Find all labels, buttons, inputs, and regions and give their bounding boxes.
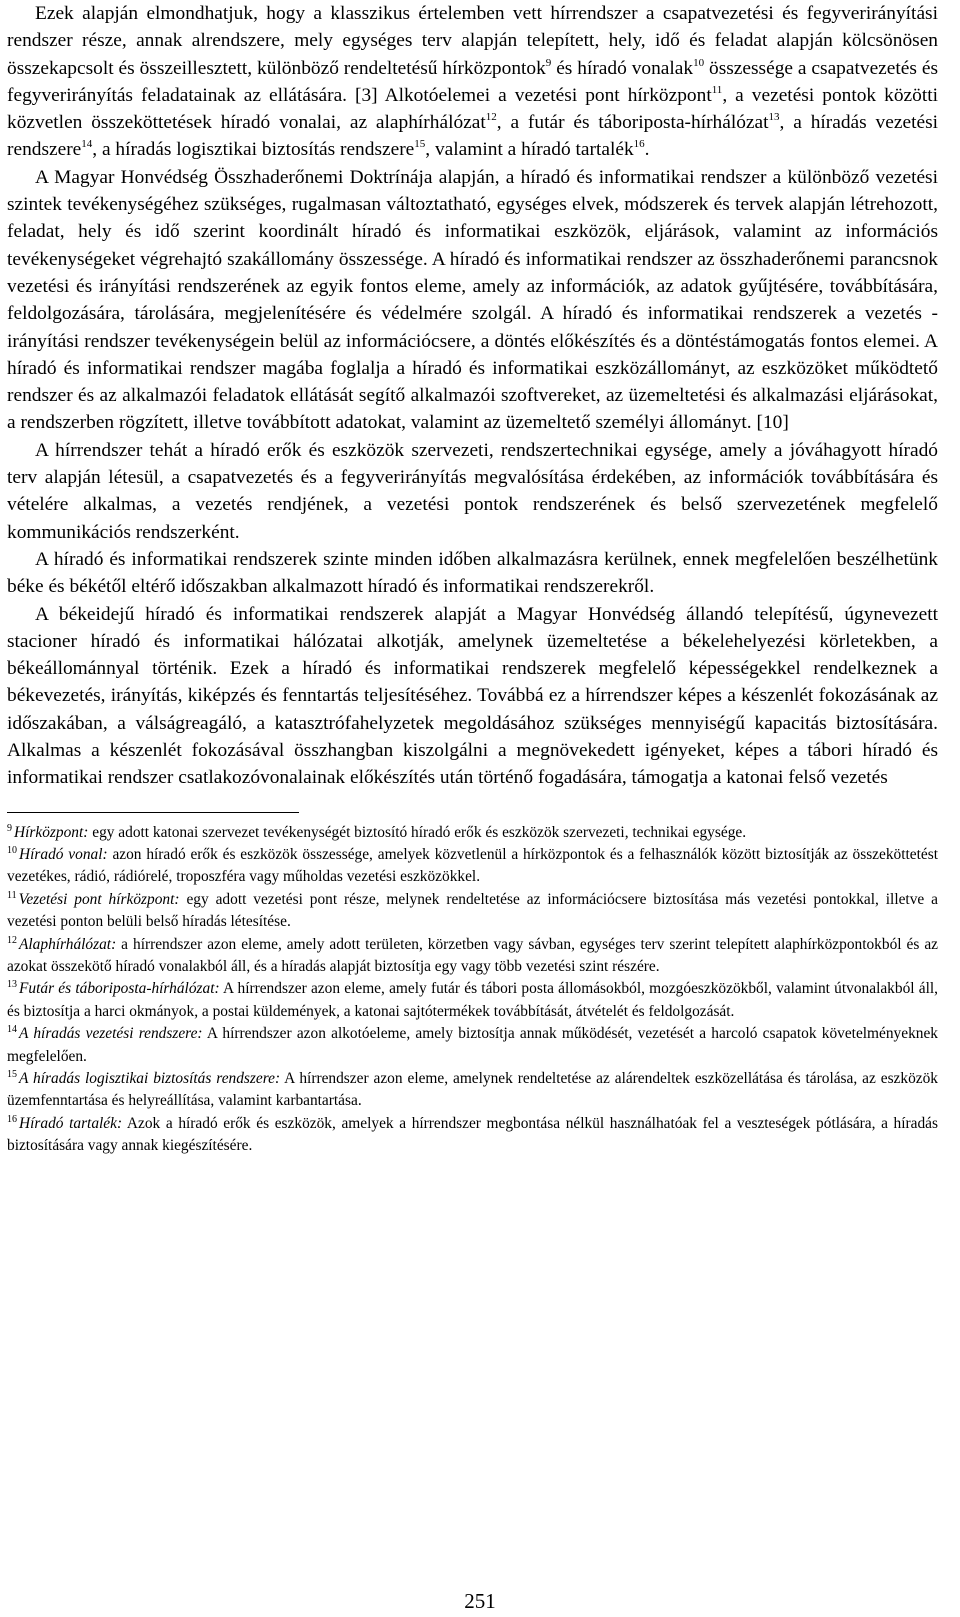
footnote-number: 12 — [7, 934, 17, 946]
paragraph-text: Ezek alapján elmondhatjuk, hogy a klasszikus értelemben vett hírrendszer a csapatvezetési és fegyverirányítási rendszer része, annak alrendszere, mely egységes terv alapján telepített, hely, idő és feladat alapján kölcsönösen összekapcsolt és összeillesztett, különböző rendeltetésű hírközpontok — [7, 3, 938, 79]
footnote-number: 15 — [7, 1069, 17, 1081]
paragraph-text: A híradó és informatikai rendszerek szinte minden időben alkalmazásra kerülnek, ennek megfelelően beszélhetünk béke és békétől eltérő időszakban alkalmazott híradó és informatikai rendszerekről. — [7, 548, 938, 598]
paragraph-text: A Magyar Honvédség Összhaderőnemi Doktrínája alapján, a híradó és informatikai rendszer a különböző vezetési szintek tevékenységéhez szükséges, rugalmasan változtatható, egységes elvek, módszerek és tervek alapján létrehozott, feladat, hely és idő szerint koordinált híradó és informatikai eszközök, eljárások, valamint az információs tevékenységeket végrehajtó szakállomány összessége. A híradó és informatikai rendszer az összhaderőnemi parancsnok vezetési és irányítási rendszerének az egyik fontos eleme, amely az információk, az adatok gyűjtésére, továbbítására, feldolgozására, tárolására, megjelenítésére és védelmére szolgál. A híradó és informatikai rendszerek a vezetés - irányítási rendszer tevékenységein belül az információcsere, a döntés előkészítés és a döntéstámogatás fontos elemei. A híradó és informatikai rendszer magába foglalja a híradó és informatikai eszközállományt, az eszközöket működtető rendszer és az alkalmazói feladatok ellátását segítő alkalmazói szoftvereket, az üzemeltetési és alkalmazási eljárásokat, a rendszerben rögzített, illetve továbbított adatokat, valamint az üzemeltető személyi állományt. [10] — [7, 166, 938, 434]
footnote-separator — [7, 812, 299, 813]
paragraph-text: összessége a csapatvezetés és fegyverirányítás feladatainak az ellátására. [3] Alkotóelemei a vezetési pont hírközpont — [7, 57, 938, 106]
footnote-reference: 11 — [711, 83, 723, 96]
paragraph-text: . — [644, 139, 650, 161]
footnote-term: A híradás logisztikai biztosítás rendszere: — [19, 1070, 281, 1088]
footnote-text: a hírrendszer azon eleme, amely adott területen, körzetben vagy sávban, egységes terv szerint telepített alaphírközpontokból és az azokat összekötő híradó vonalakból áll, és a híradás alapját biztosítja egy vagy több vezetési szint részére. — [7, 935, 938, 976]
paragraph — [7, 546, 938, 601]
footnote — [7, 1113, 938, 1158]
footnote-number: 11 — [7, 889, 17, 901]
footnote-reference: 15 — [414, 138, 426, 151]
footnote-text: A hírrendszer azon eleme, amely futár és tábori posta állomásokból, mozgóeszközökből, valamint útvonalakból áll, és biztosítja a harci okmányok, a postai küldemények, a katonai sajtótermékek továbbítását, átvételét és feldolgozását. — [7, 980, 939, 1020]
footnote — [7, 934, 938, 979]
footnote-term: Híradó tartalék: — [19, 1114, 123, 1132]
body-text — [7, 0, 938, 792]
paragraph-text: , a vezetési pontok közötti közvetlen összeköttetések híradó vonalai, az alaphírhálózat — [7, 84, 938, 134]
footnote-number: 10 — [7, 845, 17, 857]
paragraph-text: , a híradás logisztikai biztosítás rendszere — [92, 139, 415, 161]
footnote — [7, 889, 938, 934]
footnote-number: 9 — [7, 822, 12, 834]
footnotes — [7, 822, 938, 1158]
footnote — [7, 844, 938, 889]
footnote-number: 14 — [7, 1024, 17, 1036]
paragraph — [7, 437, 938, 546]
paragraph-text: A hírrendszer tehát a híradó erők és eszközök szervezeti, rendszertechnikai egysége, amely a jóváhagyott híradó terv alapján létesül, a csapatvezetés és a fegyverirányítás megvalósítása érdekében, az információk továbbítására és vételére alkalmas, a vezetés rendjének, a vezetési pontok rendszerének és belső szervezetének megfelelő kommunikációs rendszerként. — [7, 439, 938, 543]
footnote — [7, 1068, 938, 1113]
paragraph-text: , valamint a híradó tartalék — [425, 139, 634, 161]
footnote-reference: 9 — [545, 56, 552, 69]
footnote-text: Azok a híradó erők és eszközök, amelyek a hírrendszer megbontása nélkül használhatóak fel a veszteségek pótlására, a híradás biztosítására vagy annak kiegészítésére. — [7, 1114, 939, 1155]
footnote-term: Alaphírhálózat: — [19, 935, 117, 953]
paragraph — [7, 601, 938, 792]
footnote-reference: 16 — [633, 138, 645, 151]
paragraph-text: , a híradás vezetési rendszere — [7, 112, 938, 161]
footnote-term: Híradó vonal: — [19, 846, 108, 864]
footnote-number: 16 — [7, 1113, 17, 1125]
page-number: 251 — [464, 1589, 496, 1613]
footnote-text: A hírrendszer azon alkotóeleme, amely biztosítja annak működését, vezetését a harcoló csapatok követelményeknek megfelelően. — [7, 1025, 938, 1065]
footnote-reference: 10 — [693, 56, 705, 69]
paragraph-text: , a futár és táboriposta-hírhálózat — [496, 112, 769, 134]
footnote-text: A hírrendszer azon eleme, amelynek rendeltetése az alárendeltek eszközellátása és tárolása, az eszközök üzemfenntartása és helyreállítása, valamint karbantartása. — [7, 1070, 938, 1110]
footnote-text: azon híradó erők és eszközök összessége, amelyek közvetlenül a hírközpontok és a felhasználók között biztosítják az összeköttetést vezetékes, rádió, rádiórelé, troposzféra vagy műholdas vezetési eszközökkel. — [7, 846, 938, 886]
footnote — [7, 822, 938, 844]
footnote-text: egy adott vezetési pont része, melynek rendeltetése az információcsere biztosítása más vezetési pontokkal, illetve a vezetési ponton belüli belső híradás létesítése. — [7, 890, 938, 931]
footnote-term: Hírközpont: — [14, 823, 89, 841]
footnote — [7, 978, 938, 1023]
paragraph-text: és híradó vonalak — [551, 57, 694, 79]
footnote-term: Futár és táboriposta-hírhálózat: — [19, 980, 220, 998]
paragraph — [7, 164, 938, 437]
paragraph-text: A békeidejű híradó és informatikai rendszerek alapját a Magyar Honvédség állandó telepítésű, úgynevezett stacioner híradó és informatikai hálózatai alkotják, amelynek üzemeltetése a békelehelyezési körletekben, a békeállománnyal történik. Ezek a híradó és informatikai rendszerek megfelelő képességekkel rendelkeznek a békevezetés, irányítás, kiképzés és fenntartás teljesítéséhez. Továbbá ez a hírrendszer képes a készenlét fokozásának az időszakában, a válságreagáló, a katasztrófahelyzetek megoldásához szükséges mennyiségű kapacitás biztosítására. Alkalmas a készenlét fokozásával összhangban kiszolgálni a megnövekedett igényeket, képes a tábori híradó és informatikai rendszer csatlakozóvonalainak előkészítés után történő fogadására, támogatja a katonai felső vezetés — [7, 603, 938, 789]
footnote-reference: 13 — [768, 111, 780, 124]
footnote-number: 13 — [7, 979, 17, 991]
footnote-term: A híradás vezetési rendszere: — [19, 1025, 203, 1043]
footnote — [7, 1023, 938, 1068]
footnote-text: egy adott katonai szervezet tevékenységét biztosító híradó erők és eszközök szervezeti, technikai egysége. — [88, 823, 747, 841]
footnote-reference: 12 — [485, 111, 497, 124]
footnote-reference: 14 — [81, 138, 93, 151]
footnote-term: Vezetési pont hírközpont: — [18, 890, 180, 908]
paragraph — [7, 0, 938, 164]
